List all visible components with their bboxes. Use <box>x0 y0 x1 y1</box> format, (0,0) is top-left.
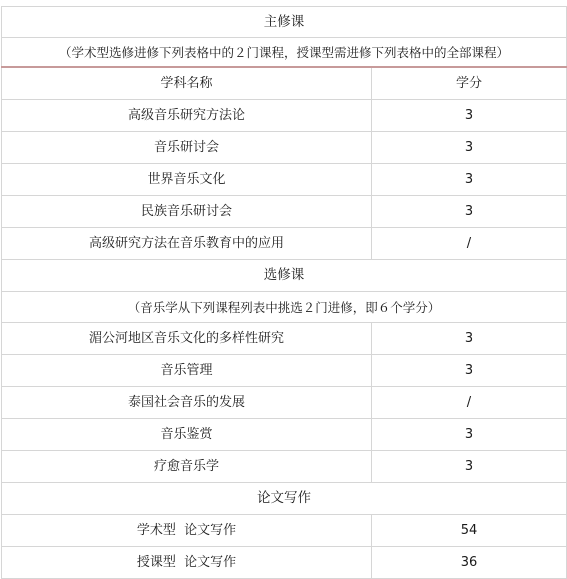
table-row <box>2 355 567 387</box>
major-section-note: （学术型选修进修下列表格中的２门课程，授课型需进修下列表格中的全部课程） <box>2 38 567 68</box>
course-credit: / <box>372 228 567 260</box>
thesis-section-title: 论文写作 <box>2 483 567 515</box>
course-credit: 3 <box>372 164 567 196</box>
credit-column-header: 学分 <box>372 67 567 100</box>
course-credit: 3 <box>372 132 567 164</box>
table-row <box>2 323 567 355</box>
thesis-name: 授课型 论文写作 <box>2 547 372 579</box>
table-row <box>2 419 567 451</box>
elective-section-title-row <box>2 260 567 292</box>
curriculum-table <box>1 6 567 579</box>
major-section-title-row <box>2 7 567 38</box>
elective-section-title: 选修课 <box>2 260 567 292</box>
course-name: 高级音乐研究方法论 <box>2 100 372 132</box>
subject-column-header: 学科名称 <box>2 67 372 100</box>
course-credit: 3 <box>372 323 567 355</box>
course-credit: 3 <box>372 451 567 483</box>
course-name: 湄公河地区音乐文化的多样性研究 <box>2 323 372 355</box>
table-row <box>2 515 567 547</box>
course-credit: / <box>372 387 567 419</box>
thesis-credit: 36 <box>372 547 567 579</box>
course-name: 音乐研讨会 <box>2 132 372 164</box>
table-row <box>2 228 567 260</box>
course-name: 泰国社会音乐的发展 <box>2 387 372 419</box>
major-section-note-row <box>2 38 567 68</box>
major-section-title: 主修课 <box>2 7 567 38</box>
elective-section-note-row <box>2 292 567 323</box>
course-name: 疗愈音乐学 <box>2 451 372 483</box>
table-row <box>2 547 567 579</box>
course-credit: 3 <box>372 419 567 451</box>
course-name: 世界音乐文化 <box>2 164 372 196</box>
table-row <box>2 387 567 419</box>
course-credit: 3 <box>372 196 567 228</box>
table-row <box>2 451 567 483</box>
course-name: 民族音乐研讨会 <box>2 196 372 228</box>
thesis-section-title-row <box>2 483 567 515</box>
table-row <box>2 132 567 164</box>
course-name: 音乐鉴赏 <box>2 419 372 451</box>
course-credit: 3 <box>372 100 567 132</box>
thesis-credit: 54 <box>372 515 567 547</box>
table-header-row <box>2 67 567 100</box>
course-name: 音乐管理 <box>2 355 372 387</box>
table-row <box>2 196 567 228</box>
course-credit: 3 <box>372 355 567 387</box>
table-row <box>2 100 567 132</box>
table-row <box>2 164 567 196</box>
elective-section-note: （音乐学从下列课程列表中挑选２门进修，即６个学分） <box>2 292 567 323</box>
course-name: 高级研究方法在音乐教育中的应用 <box>2 228 372 260</box>
thesis-name: 学术型 论文写作 <box>2 515 372 547</box>
